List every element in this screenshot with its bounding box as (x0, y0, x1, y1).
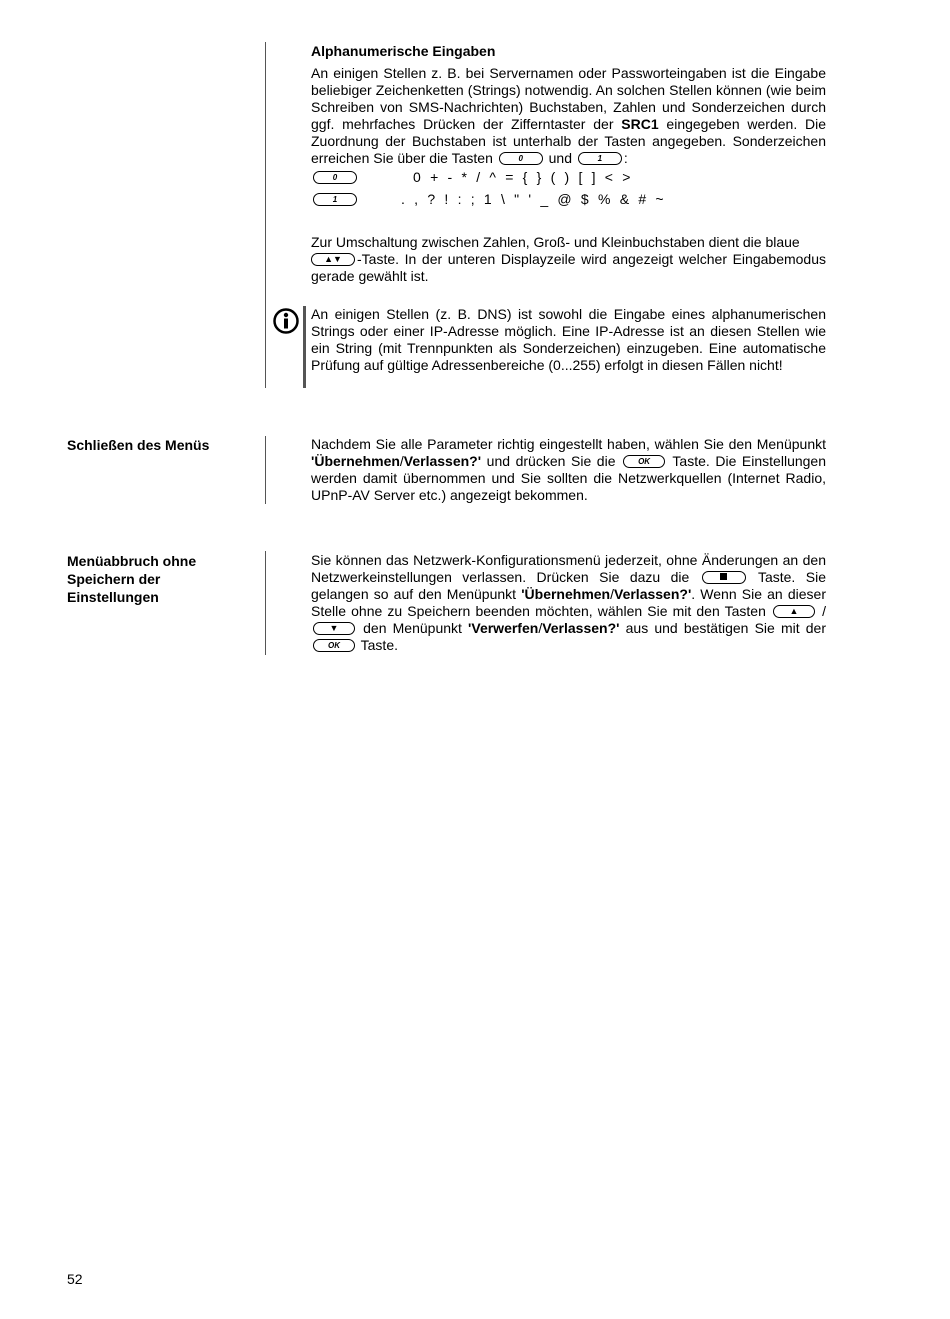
special-characters: . , ? ! : ; 1 \ " ' _ @ $ % & # ~ (401, 191, 665, 207)
text: Sie können das Netzwerk-Konfigurationsmenü jederzeit, ohne Änderungen an den Netzwerkeinstellungen verlassen. Drücken Sie dazu die (311, 552, 826, 585)
text: Zur Umschaltung zwischen Zahlen, Groß- und Kleinbuchstaben dient die blaue (311, 234, 800, 250)
note-bar (303, 306, 306, 388)
key-0-icon: 0 (499, 152, 543, 165)
text: An einigen Stellen z. B. bei Servernamen oder Passworteingaben ist die Eingabe beliebiger Zeichenketten (Strings) notwendig. An solchen Stellen können (wie beim Schreiben von SMS-Nachrichten) Buchstaben, Zahlen und Sonderzeichen durch ggf. mehrfaches Drücken der Zifferntaster der (311, 65, 826, 132)
ok-key-icon: OK (623, 455, 665, 468)
mode-switch-paragraph (311, 234, 826, 285)
text: / (817, 603, 827, 619)
text: Taste. Sie gelangen so auf den Menüpunkt (311, 569, 826, 602)
column-divider (265, 42, 266, 388)
text: den Menüpunkt (357, 620, 469, 636)
info-note (311, 306, 826, 374)
text: / (610, 586, 614, 602)
text: . Wenn Sie an dieser Stelle ohne zu Speichern beenden möchten, wählen Sie mit den Tasten (311, 586, 826, 619)
close-menu-section (311, 436, 826, 504)
special-chars-row-1 (311, 191, 826, 209)
column-divider (265, 551, 266, 655)
text: Taste. (357, 637, 398, 653)
section-heading: Menüabbruch ohne Speichern der Einstellungen (67, 553, 197, 605)
section-heading: Alphanumerische Eingaben (311, 43, 496, 59)
cancel-menu-section (311, 552, 826, 654)
alphanumeric-section (311, 42, 826, 167)
section-heading: Schließen des Menüs (67, 437, 210, 453)
text: : (623, 150, 628, 166)
menu-item-name: 'Übernehmen (521, 586, 611, 602)
ok-key-icon: OK (313, 639, 355, 652)
text: aus und bestätigen Sie mit der (619, 620, 826, 636)
text: eingegeben werden. Die Zuordnung der Buchstaben ist unterhalb der Tasten angegeben. Sonderzeichen erreichen Sie über die Tasten (311, 116, 827, 166)
text: Taste. Die Einstellungen werden damit übernommen und Sie sollten die Netzwerkquellen (Internet Radio, UPnP-AV Server etc.) angezeigt bekommen. (311, 453, 826, 503)
text: / (538, 620, 543, 636)
stop-key-icon (702, 571, 746, 584)
menu-item-name: Verlassen?' (542, 620, 620, 636)
menu-item-name: 'Verwerfen (468, 620, 539, 636)
menu-item-name: Verlassen?' (614, 586, 692, 602)
body-paragraph (311, 552, 826, 654)
body-paragraph (311, 234, 826, 285)
body-paragraph (311, 436, 826, 504)
special-characters: 0 + - * / ^ = { } ( ) [ ] < > (413, 169, 631, 185)
menu-item-name: Verlassen?' (403, 453, 482, 469)
note-text: An einigen Stellen (z. B. DNS) ist sowohl die Eingabe eines alphanumerischen Strings oder einer IP-Adresse möglich. Eine IP-Adresse ist an diesen Stellen wie ein String (mit Trennpunkten als Sonderzeichen) einzugeben. Eine automatische Prüfung auf gültige Adressenbereiche (0...255) erfolgt in diesen Fällen nicht! (311, 306, 826, 373)
column-divider (265, 436, 266, 504)
up-down-key-icon: ▲▼ (311, 253, 355, 266)
info-icon (273, 308, 299, 334)
text: Nachdem Sie alle Parameter richtig eingestellt haben, wählen Sie den Menüpunkt (311, 436, 826, 452)
text: und (548, 150, 572, 166)
down-key-icon: ▼ (313, 622, 355, 635)
key-1-icon: 1 (578, 152, 622, 165)
body-paragraph (311, 65, 826, 167)
key-0-icon: 0 (313, 171, 357, 184)
page-number: 52 (67, 1271, 83, 1287)
text: / (399, 453, 404, 469)
device-name: SRC1 (621, 116, 659, 132)
special-chars-row-0 (311, 169, 826, 187)
key-1-icon: 1 (313, 193, 357, 206)
menu-item-name: 'Übernehmen (311, 453, 400, 469)
text: -Taste. In der unteren Displayzeile wird angezeigt welcher Eingabemodus gerade gewählt ist. (311, 251, 826, 284)
up-key-icon: ▲ (773, 605, 815, 618)
text: und drücken Sie die (481, 453, 622, 469)
